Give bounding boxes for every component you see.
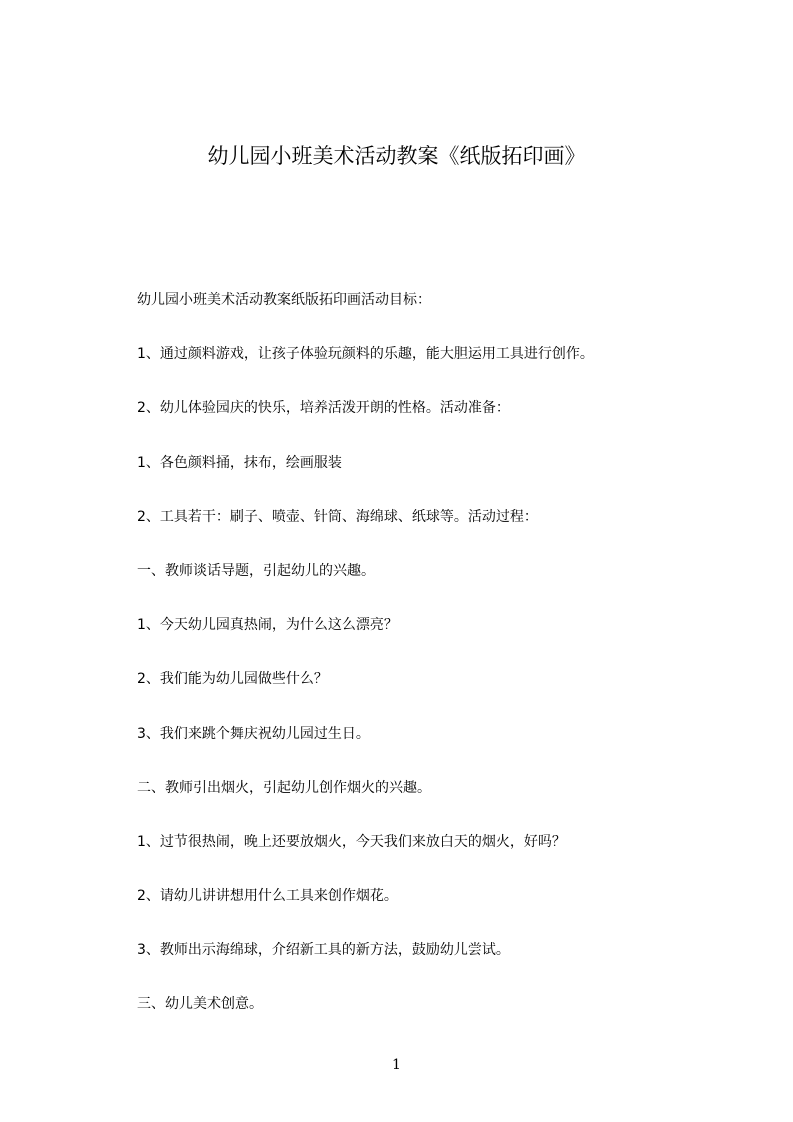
paragraph: 二、教师引出烟火，引起幼儿创作烟火的兴趣。	[137, 779, 431, 796]
paragraph: 1、通过颜料游戏，让孩子体验玩颜料的乐趣，能大胆运用工具进行创作。	[137, 346, 594, 363]
paragraph: 3、我们来跳个舞庆祝幼儿园过生日。	[137, 725, 370, 742]
paragraph: 三、幼儿美术创意。	[137, 996, 263, 1013]
paragraph: 1、各色颜料捅，抹布，绘画服装	[137, 454, 342, 471]
paragraph: 2、幼儿体验园庆的快乐，培养活泼开朗的性格。活动准备：	[137, 400, 510, 417]
paragraph: 2、工具若干：刷子、喷壶、针筒、海绵球、纸球等。活动过程：	[137, 508, 538, 525]
document-body	[137, 286, 757, 1045]
paragraph: 1、今天幼儿园真热闹，为什么这么漂亮？	[137, 617, 398, 634]
paragraph: 2、我们能为幼儿园做些什么？	[137, 671, 328, 688]
paragraph: 一、教师谈话导题，引起幼儿的兴趣。	[137, 562, 375, 579]
paragraph: 2、请幼儿讲讲想用什么工具来创作烟花。	[137, 888, 398, 905]
paragraph: 幼儿园小班美术活动教案纸版拓印画活动目标：	[137, 292, 431, 308]
paragraph: 1、过节很热闹，晚上还要放烟火，今天我们来放白天的烟火，好吗？	[137, 833, 566, 850]
paragraph: 3、教师出示海绵球，介绍新工具的新方法，鼓励幼儿尝试。	[137, 942, 510, 959]
page-number: 1	[392, 1057, 401, 1073]
page-title: 幼儿园小班美术活动教案《纸版拓印画》	[207, 144, 586, 168]
